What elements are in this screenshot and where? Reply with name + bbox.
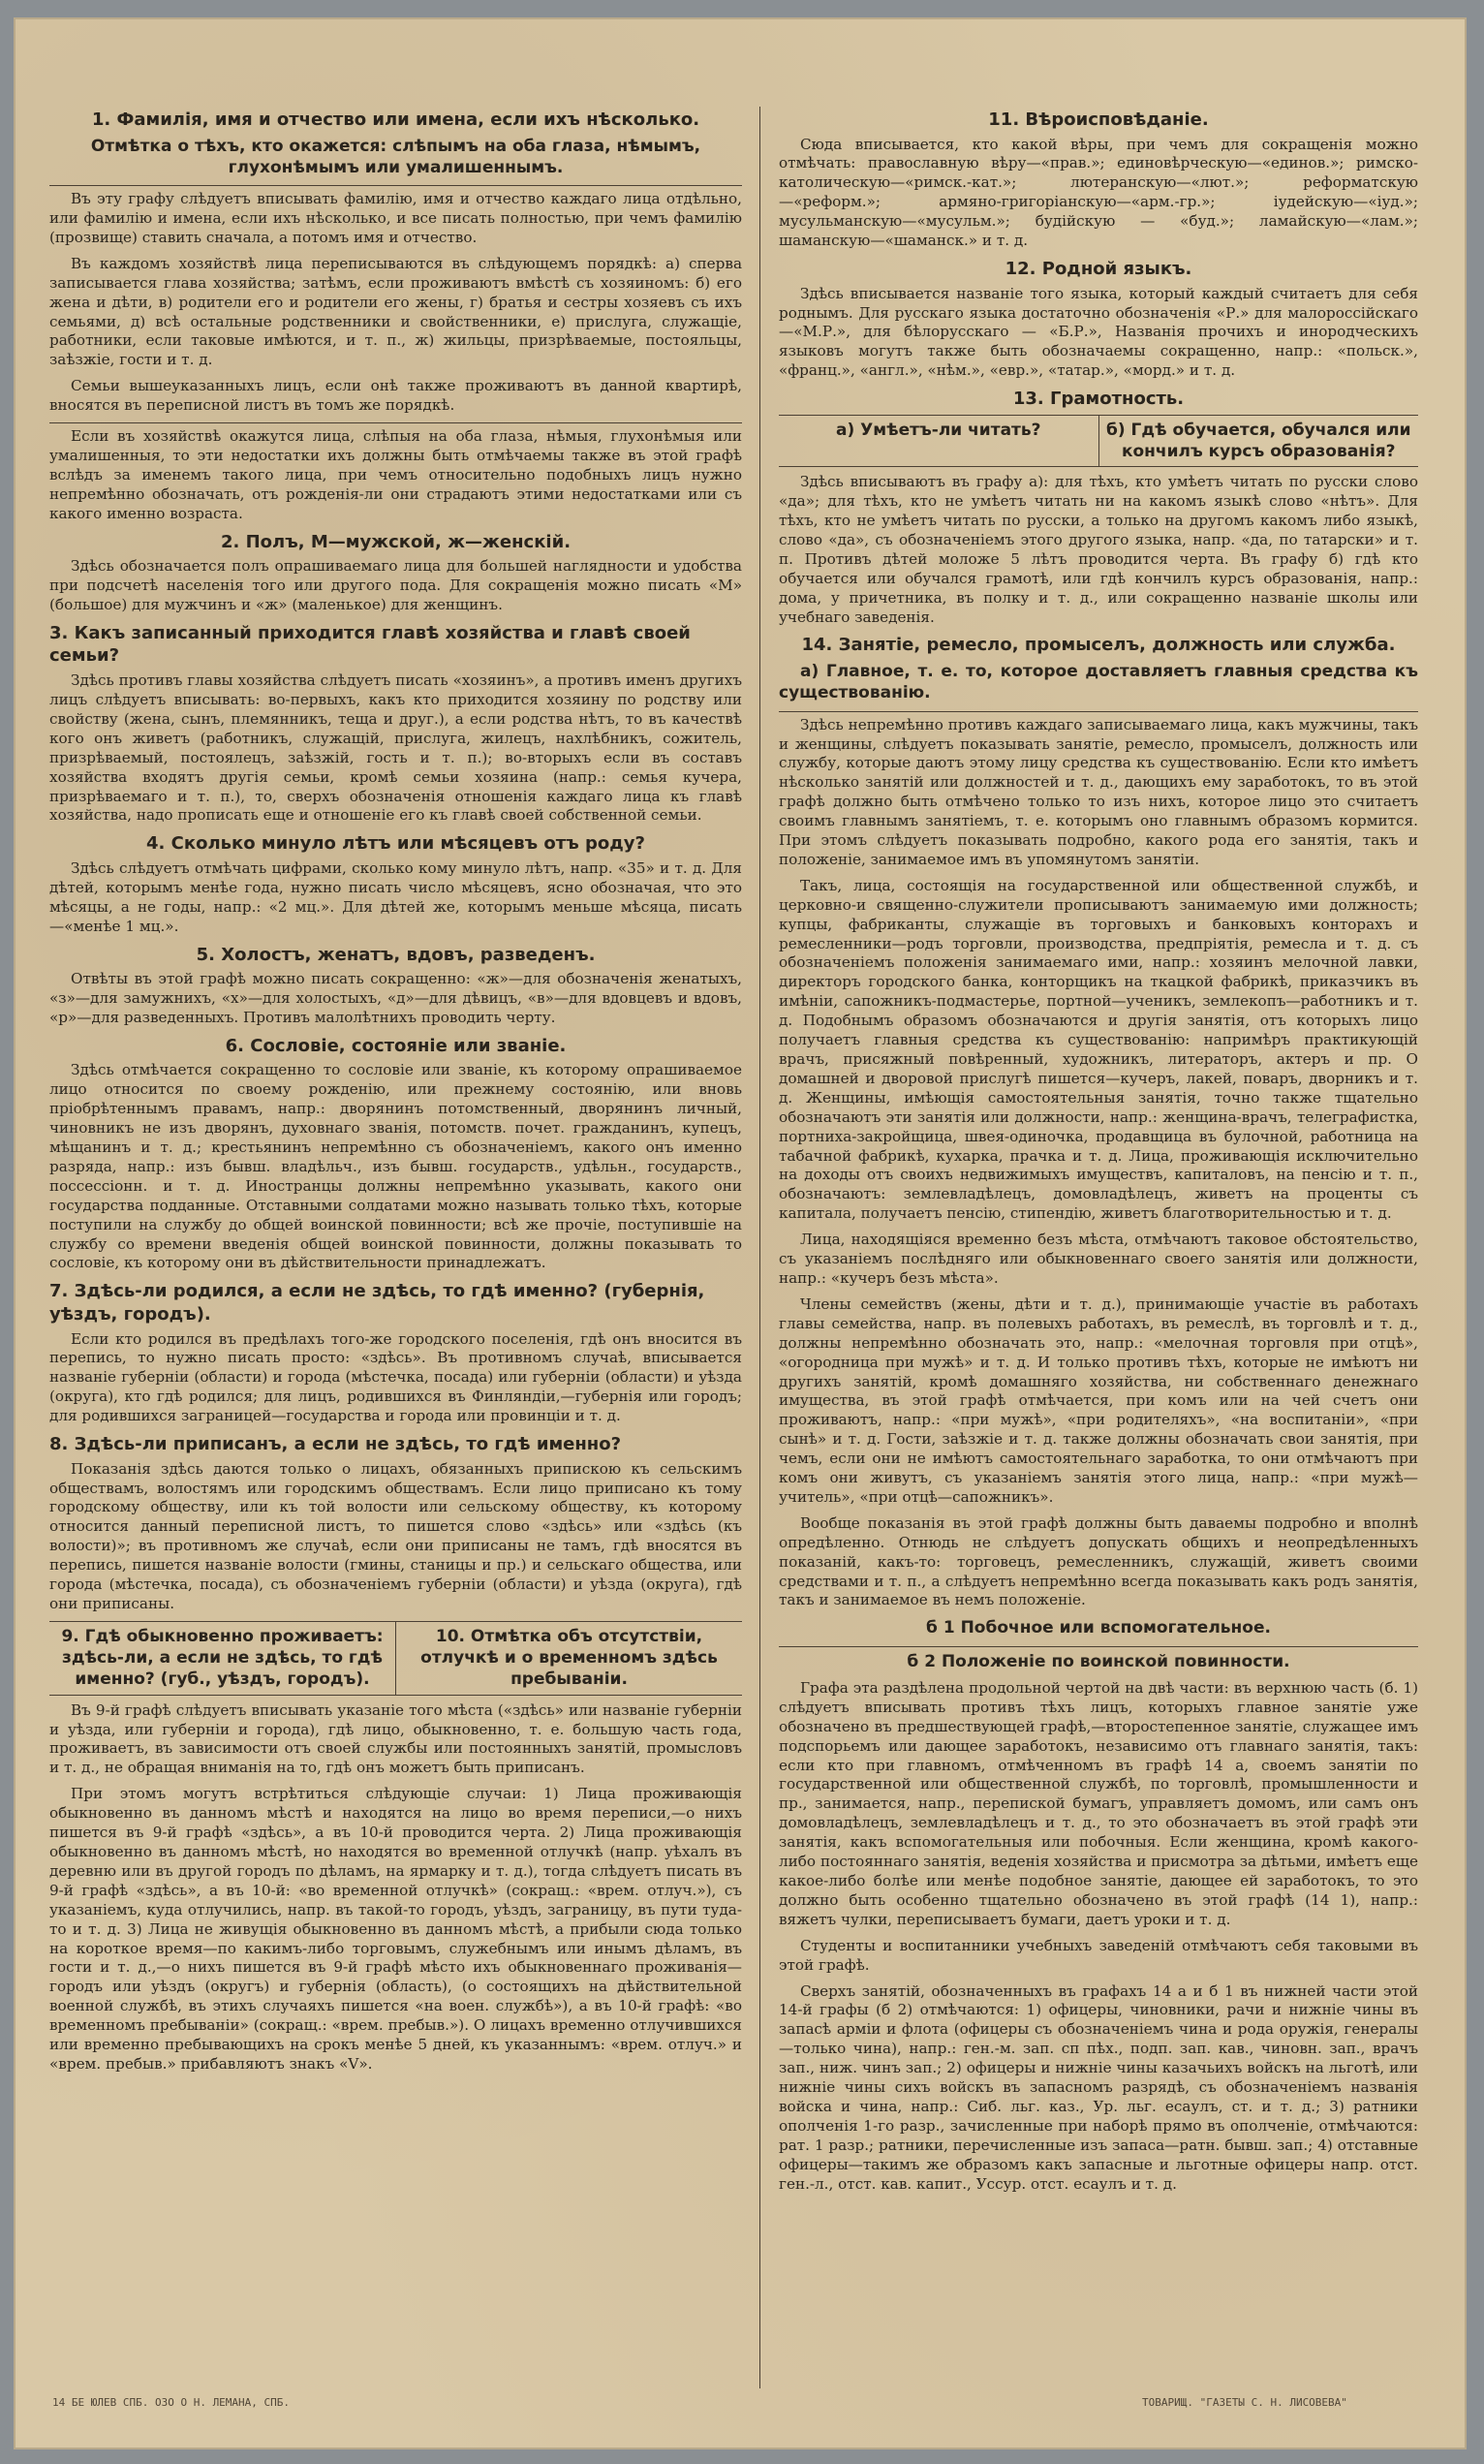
- paragraph: Показанія здѣсь даются только о лицахъ, обязанныхъ припискою къ сельскимъ обществамъ, волостямъ или городскимъ обществамъ. Если лицо приписано къ тому городскому обществу, или къ той волости или сельскому обществу, къ которому относится данный переписной листъ, то пишется слово «здѣсь» или «здѣсь (къ волости)»; въ противномъ же случаѣ, если они приписаны не тамъ, гдѣ вносятся въ перепись, пишется названіе волости (гмины, станицы и пр.) и сельскаго общества, или города (мѣстечка, посада), съ обозначеніемъ губерніи (области) и уѣзда (округа), гдѣ они приписаны.: [49, 1459, 742, 1612]
- literacy-b-cell: [1098, 416, 1419, 467]
- divider: [49, 422, 742, 423]
- paragraph: Здѣсь слѣдуетъ отмѣчать цифрами, сколько кому минуло лѣтъ, напр. «35» и т. д. Для дѣтей, которымъ менѣе года, нужно писать число мѣсяцевъ, ясно обозначая, что это мѣсяцы, а не годы, напр.: «2 мц.». Для дѣтей же, которымъ меньше мѣсяца, писать—«менѣе 1 мц.».: [49, 858, 742, 935]
- printer-imprint-left: 14 БЕ ЮЛЕВ СПБ. ОЗО О Н. ЛЕМАНА, СПБ.: [52, 2396, 291, 2409]
- section-10-cell: [395, 1622, 742, 1695]
- column-divider: [759, 107, 760, 2388]
- paragraph: Вообще показанія въ этой графѣ должны быть даваемы подробно и вполнѣ опредѣленно. Отнюдь не слѣдуетъ допускать общихъ и неопредѣленныхъ показаній, какъ-то: торговецъ, ремесленникъ, служащій, живетъ своими средствами и т. п., а слѣдуетъ непремѣнно всегда показывать какъ родъ занятія, такъ и занимаемое въ немъ положеніе.: [779, 1513, 1418, 1609]
- paragraph: Сверхъ занятій, обозначенныхъ въ графахъ 14 а и б 1 въ нижней части этой 14-й графы (б 2) отмѣчаются: 1) офицеры, чиновники, рачи и нижніе чины въ запасѣ арміи и флота (офицеры съ обозначеніемъ чина и рода оружія, генералы—только чина), напр.: ген.-м. зап. сп пѣх., подп. зап. кав., чиновн. зап., врачъ зап., ниж. чинъ зап.; 2) офицеры и нижніе чины казачьихъ войскъ на льготѣ, или нижніе чины сихъ войскъ въ запасномъ разрядѣ, съ обозначеніемъ названія войска и чина, напр.: Сиб. льг. каз., Ур. льг. есаулъ, ст. и т. д.; 3) ратники ополченія 1-го разр., зачисленные при наборѣ прямо въ ополченіе, отмѣчаются: рат. 1 разр.; ратники, перечисленные изъ запаса—ратн. бывш. зап.; 4) отставные офицеры—такимъ же образомъ какъ запасные и льготные офицеры напр. отст. ген.-л., отст. кав. капит., Уссур. отст. есаулъ и т. д.: [779, 1981, 1418, 2193]
- section-3-title: 3. Какъ записанный приходится главѣ хозяйства и главѣ своей семьи?: [49, 622, 691, 667]
- paragraph: Студенты и воспитанники учебныхъ заведеній отмѣчаютъ себя таковыми въ этой графѣ.: [779, 1936, 1418, 1974]
- paragraph: Въ эту графу слѣдуетъ вписывать фамилію, имя и отчество каждаго лица отдѣльно, или фамилію и имена, если ихъ нѣсколько, и все писать полностью, при чемъ фамилію (прозвище) ставить сначала, а потомъ имя и отчество.: [49, 190, 742, 246]
- paragraph: Здѣсь вписываютъ въ графу а): для тѣхъ, кто умѣетъ читать по русски слово «да»; для тѣхъ, кто не умѣетъ читать ни на какомъ языкѣ слово «нѣтъ». Для тѣхъ, кто не умѣетъ читать по русски, а только на другомъ какомъ либо языкѣ, слово «да», съ обозначеніемъ этого другого языка, напр. «да, по татарски» и т. п. Противъ дѣтей моложе 5 лѣтъ проводится черта. Въ графу б) гдѣ кто обучается или обучался грамотѣ, или гдѣ кончилъ курсъ образованія, напр.: дома, у причетника, въ полку и т. д., или сокращенно названіе школы или учебнаго заведенія.: [779, 473, 1418, 626]
- section-1-subtitle: Отмѣтка о тѣхъ, кто окажется: слѣпымъ на оба глаза, нѣмымъ, глухонѣмымъ или умалишеннымъ.: [90, 136, 701, 177]
- section-7-title: 7. Здѣсь-ли родился, а если не здѣсь, то гдѣ именно? (губернія, уѣздъ, городъ).: [49, 1281, 705, 1325]
- paragraph: Графа эта раздѣлена продольной чертой на двѣ части: въ верхнюю часть (б. 1) слѣдуетъ вписывать противъ тѣхъ лицъ, которыхъ главное занятіе уже обозначено въ предшествующей графѣ,—второстепенное занятіе, служащее имъ подспорьемъ или дающее заработокъ, независимо отъ главнаго занятія, такъ: если кто при главномъ, отмѣченномъ въ графѣ 14 а, своемъ занятіи по государственной или общественной службѣ, по торговлѣ, промышленности и пр., занимается, напр., перепиской бумагъ, управляетъ домомъ, или самъ онъ домовладѣлецъ, землевладѣлецъ и т. д., то это обозначаетъ въ этой графѣ эти занятія, какъ вспомогательныя или побочныя. Если женщина, кромѣ какого-либо постояннаго занятія, веденія хозяйства и присмотра за дѣтьми, имѣетъ еще какое-либо болѣе или менѣе подобное занятіе, дающее ей заработокъ, то это должно быть особенно тщательно обозначено въ этой графѣ (14 1), напр.: вяжетъ чулки, переписываетъ бумаги, даетъ уроки и т. д.: [779, 1678, 1418, 1928]
- left-column: [49, 103, 742, 2081]
- section-1-title: 1. Фамилія, имя и отчество или имена, если ихъ нѣсколько.: [91, 109, 700, 130]
- paragraph: При этомъ могутъ встрѣтиться слѣдующіе случаи: 1) Лица проживающія обыкновенно въ данномъ мѣстѣ и находятся на лицо во время переписи,—о нихъ пишется въ 9-й графѣ «здѣсь», а въ 10-й проводится черта. 2) Лица проживающія обыкновенно въ данномъ мѣстѣ, но находятся во временной отлучкѣ (напр. уѣхалъ въ деревню или въ другой городъ по дѣламъ, на ярмарку и т. д.), тогда слѣдуетъ писать въ 9-й графѣ «здѣсь», а въ 10-й: «во временной отлучкѣ» (сокращ.: «врем. отлуч.»), съ указаніемъ, куда отлучились, напр. въ такой-то городъ, уѣздъ, заграницу, въ пути туда-то и т. д. 3) Лица не живущія обыкновенно въ данномъ мѣстѣ, а прибыли сюда только на короткое время—по какимъ-либо торговымъ, служебнымъ или инымъ дѣламъ, въ гости и т. д.,—о нихъ пишется въ 9-й графѣ мѣсто ихъ обыкновеннаго проживанія—городъ или уѣздъ (округъ) и губернія (область), (о состоящихъ на дѣйствительной военной службѣ, въ этихъ случаяхъ пишется «на воен. службѣ»), а въ 10-й графѣ: «во временномъ пребываніи» (сокращ.: «врем. пребыв.»). О лицахъ временно отлучившихся или временно пребывающихъ на срокъ менѣе 5 дней, къ указаннымъ: «врем. отлуч.» и «врем. пребыв.» прибавляютъ знакъ «V».: [49, 1785, 742, 2073]
- paragraph: Въ 9-й графѣ слѣдуетъ вписывать указаніе того мѣста («здѣсь» или названіе губерніи и уѣзда, или губерніи и города), гдѣ лицо, обыкновенно, т. е. большую часть года, проживаетъ, въ зависимости отъ своей службы или постоянныхъ занятій, промысловъ и т. д., не обращая вниманія на то, гдѣ онъ можетъ быть приписанъ.: [49, 1700, 742, 1777]
- paragraph: Члены семействъ (жены, дѣти и т. д.), принимающіе участіе въ работахъ главы семейства, напр. въ полевыхъ работахъ, въ ремеслѣ, въ торговлѣ и т. д., должны непремѣнно обозначать это, напр.: «мелочная торговля при отцѣ», «огородница при мужѣ» и т. д. И только противъ тѣхъ, которые не имѣютъ ни другихъ занятій, кромѣ домашняго хозяйства, ни собственнаго денежнаго имущества, въ этой графѣ отмѣчается, при комъ или на чей счетъ они проживаютъ, напр.: «при мужѣ», «при родителяхъ», «на воспитаніи», «при сынѣ» и т. д. Гости, заѣзжіе и т. д. также должны обозначать свои занятія, при чемъ, если они не имѣютъ самостоятельнаго заработка, то они отмѣчаютъ при комъ они живутъ, съ указаніемъ занятія этого лица, напр.: «при мужѣ—учитель», «при отцѣ—сапожникъ».: [779, 1294, 1418, 1506]
- section-14a-subtitle: а) Главное, т. е. то, которое доставляетъ главныя средства къ существованію.: [779, 662, 1418, 703]
- paragraph: Семьи вышеуказанныхъ лицъ, если онѣ также проживаютъ въ данной квартирѣ, вносятся въ переписной листъ въ томъ же порядкѣ.: [49, 377, 742, 415]
- sections-9-10-header: [49, 1621, 742, 1696]
- literacy-b-label: б) Гдѣ обучается, обучался или кончилъ курсъ образованія?: [1106, 420, 1411, 461]
- section-6-title: 6. Сословіе, состояніе или званіе.: [225, 1035, 567, 1056]
- paragraph: Если кто родился въ предѣлахъ того-же городского поселенія, гдѣ онъ вносится въ перепись, то нужно писать просто: «здѣсь». Въ противномъ случаѣ, вписывается названіе губерніи (области) и города (мѣстечка, посада) или губерніи (области) и уѣзда (округа), кто гдѣ родился; для лицъ, родившихся въ Финляндіи,—губернія или городъ; для родившихся заграницей—государства и города или провинціи и т. д.: [49, 1329, 742, 1425]
- divider: [779, 1646, 1418, 1647]
- divider: [49, 185, 742, 186]
- section-14b1-label: б 1 Побочное или вспомогательное.: [926, 1618, 1271, 1638]
- paragraph: Лица, находящіяся временно безъ мѣста, отмѣчаютъ таковое обстоятельство, съ указаніемъ послѣдняго или обыкновеннаго своего занятія или должности, напр.: «кучеръ безъ мѣста».: [779, 1231, 1418, 1287]
- section-2-title: 2. Полъ, М—мужской, ж—женскій.: [220, 531, 572, 552]
- section-9-cell: [49, 1622, 395, 1695]
- section-5-title: 5. Холостъ, женатъ, вдовъ, разведенъ.: [196, 944, 596, 965]
- literacy-subcolumns: [779, 415, 1418, 468]
- paragraph: Отвѣты въ этой графѣ можно писать сокращенно: «ж»—для обозначенія женатыхъ, «з»—для замужнихъ, «х»—для холостыхъ, «д»—для дѣвицъ, «в»—для вдовцевъ и вдовъ, «р»—для разведенныхъ. Противъ малолѣтнихъ проводить черту.: [49, 970, 742, 1026]
- paragraph: Если въ хозяйствѣ окажутся лица, слѣпыя на оба глаза, нѣмыя, глухонѣмыя или умалишенныя, то эти недостатки ихъ должны быть отмѣчаемы также въ этой графѣ вслѣдъ за именемъ такого лица, при чемъ относительно подобныхъ лицъ нужно непремѣнно обозначать, отъ рожденія-ли они страдаютъ этими недостатками или съ какого именно возраста.: [49, 427, 742, 522]
- paragraph: Здѣсь непремѣнно противъ каждаго записываемаго лица, какъ мужчины, такъ и женщины, слѣдуетъ показывать занятіе, ремесло, промыселъ, должность или службу, которые даютъ этому лицу средства къ существованію. Если кто имѣетъ нѣсколько занятій или должностей и т. д., дающихъ ему заработокъ, то въ этой графѣ должно быть отмѣчено только то изъ нихъ, которое лицо это считаетъ своимъ главнымъ занятіемъ, т. е. которымъ оно главнымъ образомъ кормится. При этомъ слѣдуетъ показывать подробно, какого рода его занятія, такъ и положеніе, занимаемое имъ въ упомянутомъ занятіи.: [779, 715, 1418, 868]
- paragraph: Здѣсь обозначается полъ опрашиваемаго лица для большей наглядности и удобства при подсчетѣ населенія того или другого пода. Для сокращенія можно писать «М» (большое) для мужчинъ и «ж» (маленькое) для женщинъ.: [49, 557, 742, 613]
- paragraph: Здѣсь противъ главы хозяйства слѣдуетъ писать «хозяинъ», а противъ именъ другихъ лицъ слѣдуетъ вписывать: во-первыхъ, какъ кто приходится хозяину по родству или свойству (жена, сынъ, племянникъ, теща и друг.), а если родства нѣтъ, то въ качествѣ кого онъ живетъ (работникъ, служащій, прислуга, жилецъ, нахлѣбникъ, сожитель, призрѣваемый, постоялецъ, заѣзжій, гость и т. п.); во-вторыхъ если въ составъ хозяйства входятъ другія семьи, кромѣ семьи хозяина (напр.: семья кучера, призрѣваемаго и т. п.), то, сверхъ обозначенія отношенія каждаго лица къ главѣ хозяйства, надо прописать еще и отношеніе его къ главѣ своей собственной семьи.: [49, 671, 742, 825]
- paragraph: Сюда вписывается, кто какой вѣры, при чемъ для сокращенія можно отмѣчать: православную вѣру—«прав.»; единовѣрческую—«единов.»; римско-католическую—«римск.-кат.»; лютеранскую—«лют.»; реформатскую—«реформ.»; армяно-григоріанскую—«арм.-гр.»; іудейскую—«іуд.»; мусульманскую—«мусульм.»; будійскую — «буд.»; ламайскую—«лам.»; шаманскую—«шаманск.» и т. д.: [779, 135, 1418, 250]
- right-column: [779, 103, 1418, 2200]
- divider: [779, 711, 1418, 712]
- section-13-title: 13. Грамотность.: [1012, 389, 1185, 410]
- section-14b2-label: б 2 Положеніе по воинской повинности.: [907, 1651, 1290, 1671]
- census-instruction-sheet: [14, 17, 1467, 2449]
- section-14-title: 14. Занятіе, ремесло, промыселъ, должность или служба.: [801, 635, 1396, 656]
- paragraph: Здѣсь отмѣчается сокращенно то сословіе или званіе, къ которому опрашиваемое лицо относится по своему рожденію, или прежнему состоянію, или вновь пріобрѣтеннымъ правамъ, напр.: дворянинъ потомственный, дворянинъ личный, чиновникъ не изъ дворянъ, духовнаго званія, потомств. почет. гражданинъ, купецъ, мѣщанинъ и т. д.; крестьянинъ непремѣнно съ обозначеніемъ, какого онъ именно разряда, напр.: изъ бывш. владѣльч., изъ бывш. государств., удѣльн., государств., поссессіонн. и т. д. Иностранцы должны непремѣнно указывать, какого они государства подданные. Отставными солдатами можно называть только тѣхъ, которые поступили на службу до общей воинской повинности; всѣ же прочіе, поступившіе на службу со времени введенія общей воинской повинности, должны показывать то сословіе, къ которому они въ дѣйствительности принадлежатъ.: [49, 1061, 742, 1272]
- section-9-title: 9. Гдѣ обыкновенно проживаетъ: здѣсь-ли, а если не здѣсь, то гдѣ именно? (губ., уѣздъ, городъ).: [61, 1626, 384, 1690]
- section-4-title: 4. Сколько минуло лѣтъ или мѣсяцевъ отъ роду?: [146, 833, 645, 855]
- literacy-a-cell: [779, 416, 1098, 467]
- paragraph: Въ каждомъ хозяйствѣ лица переписываются въ слѣдующемъ порядкѣ: а) сперва записывается глава хозяйства; затѣмъ, если проживаютъ вмѣстѣ съ хозяиномъ: б) его жена и дѣти, в) родители его и родители его жены, г) братья и сестры хозяевъ съ ихъ семьями, д) всѣ остальные родственники и свойственники, е) прислуга, служащіе, работники, если таковые имѣются, и т. п., ж) жильцы, призрѣваемые, постояльцы, заѣзжіе, гости и т. д.: [49, 254, 742, 369]
- section-10-title: 10. Отмѣтка объ отсутствіи, отлучкѣ и о временномъ здѣсь пребываніи.: [420, 1626, 718, 1690]
- printer-imprint-right: ТОВАРИЩ. "ГАЗЕТЫ С. Н. ЛИСОВЕВА": [1142, 2396, 1347, 2409]
- section-11-title: 11. Вѣроисповѣданіе.: [988, 109, 1209, 130]
- section-12-title: 12. Родной языкъ.: [1005, 259, 1192, 280]
- section-8-title: 8. Здѣсь-ли приписанъ, а если не здѣсь, то гдѣ именно?: [49, 1434, 622, 1455]
- paragraph: Такъ, лица, состоящія на государственной или общественной службѣ, и церковно-и священно-служители прописываютъ занимаемую ими должность; купцы, фабриканты, служащіе въ торговыхъ и банковыхъ конторахъ и ремесленники—родъ торговли, производства, предпріятія, ремесла и т. д. съ обозначеніемъ положенія занимаемаго ими, напр.: хозяинъ мелочной лавки, директоръ городского банка, конторщикъ на ткацкой фабрикѣ, приказчикъ въ имѣніи, сапожникъ-подмастерье, портной—ученикъ, землекопъ—работникъ и т. д. Подобнымъ образомъ обозначаются и другія занятія, отъ которыхъ лицо получаетъ главныя средства къ существованію: напримѣръ практикующій врачъ, присяжный повѣренный, художникъ, литераторъ, актеръ и пр. О домашней и дворовой прислугѣ пишется—кучеръ, лакей, поваръ, дворникъ и т. д. Женщины, имѣющія самостоятельныя занятія, точно также тщательно обозначаютъ эти занятія или должности, напр.: женщина-врачъ, телеграфистка, портниха-закройщица, швея-одиночка, продавщица въ булочной, работница на табачной фабрикѣ, кухарка, прачка и т. д. Лица, проживающія исключительно на доходы отъ своихъ недвижимыхъ имуществъ, капиталовъ, на пенсію и т. п., обозначаютъ: землевладѣлецъ, домовладѣлецъ, живетъ на проценты съ капитала, получаетъ пенсію, стипендію, живетъ благотворительностью и т. д.: [779, 876, 1418, 1223]
- paragraph: Здѣсь вписывается названіе того языка, который каждый считаетъ для себя роднымъ. Для русскаго языка достаточно обозначенія «Р.» для малороссійскаго—«М.Р.», для бѣлорусскаго — «Б.Р.», Названія прочихъ и инородческихъ языковъ могутъ также быть обозначаемы сокращенно, напр.: «польск.», «франц.», «англ.», «нѣм.», «евр.», «татар.», «морд.» и т. д.: [779, 284, 1418, 380]
- literacy-a-label: а) Умѣетъ-ли читать?: [835, 420, 1041, 440]
